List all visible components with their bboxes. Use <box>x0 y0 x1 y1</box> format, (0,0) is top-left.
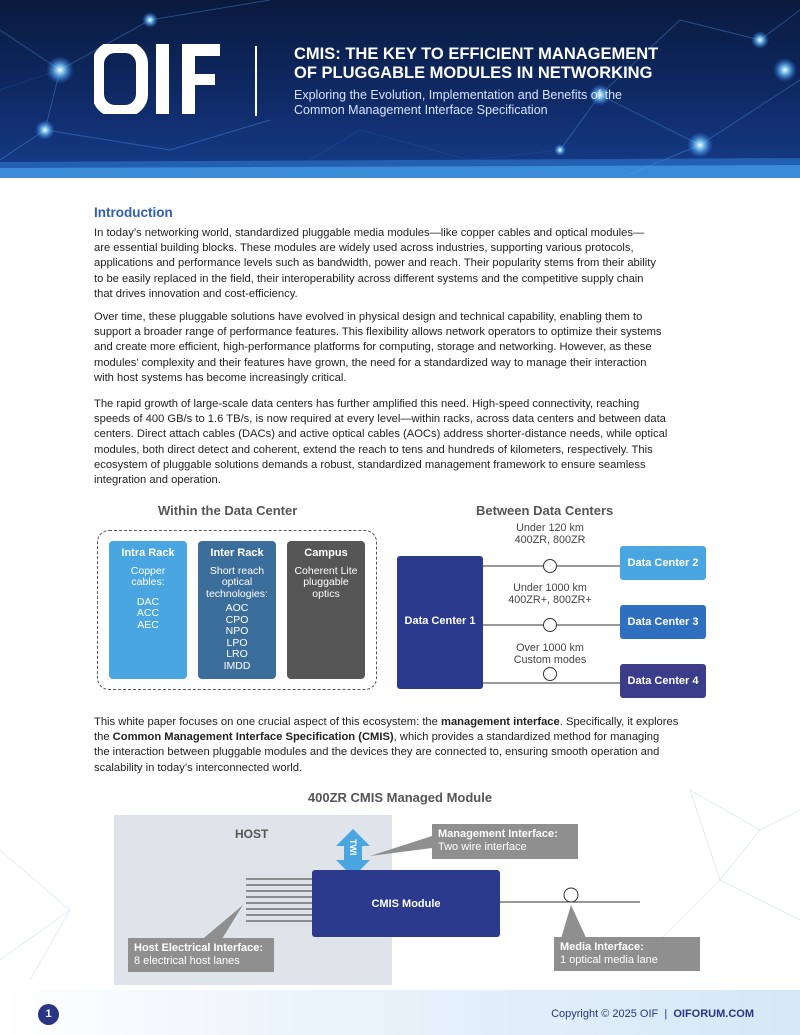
link-2-label: Under 1000 km 400ZR+, 800ZR+ <box>508 582 592 606</box>
management-interface-callout: Management Interface: Two wire interface <box>432 824 578 859</box>
page-number: 1 <box>38 1004 59 1025</box>
media-interface-callout: Media Interface: 1 optical media lane <box>554 937 700 971</box>
intra-rack-box: Intra Rack Copper cables: DAC ACC AEC <box>109 541 187 679</box>
link-1-label: Under 120 km 400ZR, 800ZR <box>514 522 586 546</box>
host-electrical-interface-callout: Host Electrical Interface: 8 electrical host lanes <box>128 938 274 972</box>
twi-label: TWI <box>348 839 358 856</box>
focus-paragraph: This white paper focuses on one crucial aspect of this ecosystem: the management interface. Specifically, it explores the Common Management Interface Specification (CMIS), which provides a standardized method for managing the interaction between pluggable modules and the devices they are connected to, ensuring smooth operation and scalability in today’s interconnected world. <box>94 716 679 774</box>
data-center-1-box: Data Center 1 <box>397 556 483 689</box>
campus-box: Campus Coherent Lite pluggable optics <box>287 541 365 679</box>
footer-copyright: Copyright © 2025 OIF | OIFORUM.COM <box>551 1008 754 1020</box>
intro-paragraph-2: Over time, these pluggable solutions have evolved in physical design and technical capability, enabling them to support a broader range of performance features. This flexibility allows network operators to optimize their systems and create more efficient, high-performance platforms for computing, storage and networking. However, as these modules’ complexity and their features have grown, the need for a standardized way to manage their interaction with host systems has become increasingly critical. <box>94 311 662 384</box>
intro-paragraph-3: The rapid growth of large-scale data centers has further amplified this need. High-speed connectivity, reaching speeds of 400 GB/s to 1.6 TB/s, is now required at every level—within racks, across data centers and between data centers. Direct attach cables (DACs) and active optical cables (AOCs) address shorter-distance needs, while optical modules, both direct detect and coherent, extend the reach to tens and hundreds of kilometers, respectively. This ecosystem of pluggable solutions demands a robust, standardized management framework to ensure seamless integration and operation. <box>94 398 668 487</box>
media-lane-node-icon <box>564 888 578 902</box>
data-center-3-box: Data Center 3 <box>620 605 706 639</box>
document-subtitle: Exploring the Evolution, Implementation and Benefits of the Common Management Interface Specification <box>294 88 622 117</box>
host-label: HOST <box>235 827 269 841</box>
data-center-4-box: Data Center 4 <box>620 664 706 698</box>
document-title: CMIS: THE KEY TO EFFICIENT MANAGEMENT OF PLUGGABLE MODULES IN NETWORKING <box>294 45 659 82</box>
footer-site-link[interactable]: OIFORUM.COM <box>673 1008 754 1020</box>
module-diagram-title: 400ZR CMIS Managed Module <box>307 790 493 805</box>
inter-rack-box: Inter Rack Short reach optical technologies: AOC CPO NPO LPO LRO IMDD <box>198 541 276 679</box>
between-data-centers-heading: Between Data Centers <box>476 503 614 518</box>
within-data-center-heading: Within the Data Center <box>158 503 298 518</box>
data-center-2-box: Data Center 2 <box>620 546 706 580</box>
cmis-module-box: CMIS Module <box>312 870 500 937</box>
link-3-label: Over 1000 km Custom modes <box>513 642 587 666</box>
intro-paragraph-1: In today’s networking world, standardized pluggable media modules—like copper cables and optical modules— are essential building blocks. These modules are widely used across industries, supporting various protocols, applications and performance levels such as bandwidth, power and reach. Their popularity stems from their ability to be easily replaced in the field, their interoperability across different systems and the competitive supply chain that drives innovation and cost-efficiency. <box>94 227 656 300</box>
introduction-heading: Introduction <box>94 205 173 220</box>
